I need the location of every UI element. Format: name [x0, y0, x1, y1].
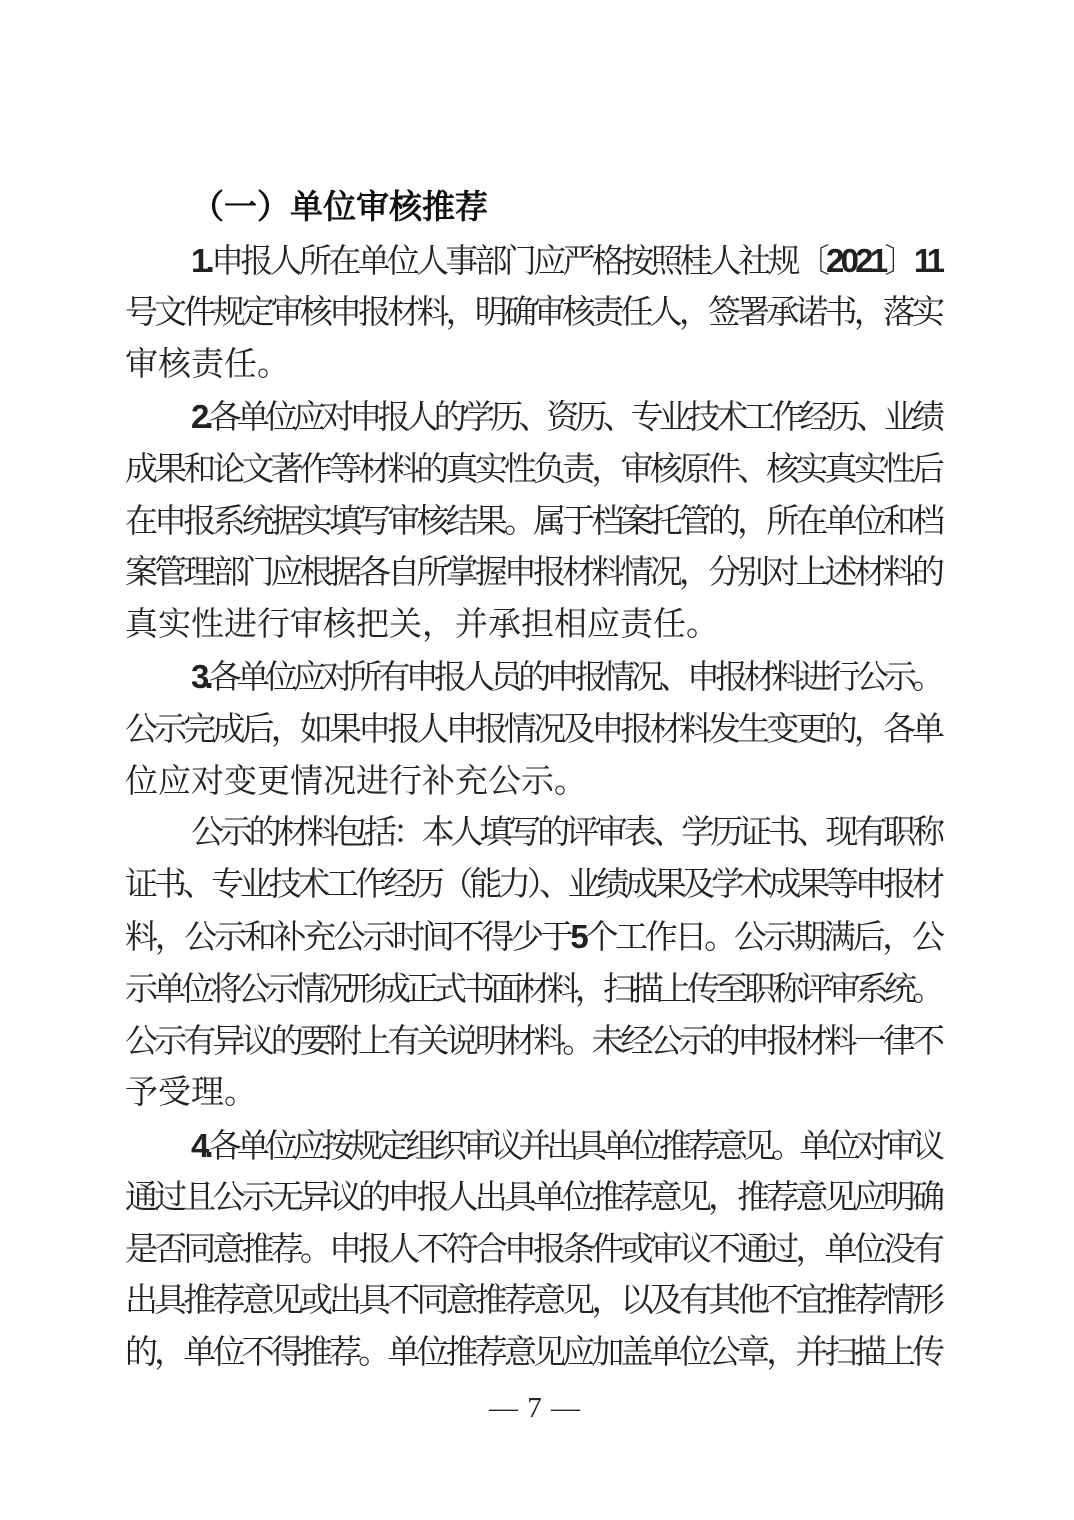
text-line [125, 911, 945, 965]
text-line [125, 445, 945, 497]
section-heading-text: （一）单位审核推荐 [191, 190, 488, 226]
text-line [125, 288, 945, 340]
text-line [125, 1173, 945, 1225]
line-text: 1.申报人所在单位人事部门应严格按照桂人社规〔2021〕11 [191, 241, 942, 280]
text-line [125, 391, 945, 445]
text-line [125, 1225, 945, 1277]
text-line [125, 651, 945, 705]
line-text: 是否同意推荐。申报人不符合申报条件或审议不通过，单位没有 [125, 1231, 942, 1268]
line-text: 的，单位不得推荐。单位推荐意见应加盖单位公章，并扫描上传 [125, 1335, 942, 1372]
line-text: 示单位将公示情况形成正式书面材料，扫描上传至职称评审系统。 [125, 971, 941, 1008]
text-line [125, 1328, 945, 1380]
text-line [125, 705, 945, 757]
text-line [125, 1068, 945, 1120]
text-line [125, 340, 945, 392]
line-text: 料，公示和补充公示时间不得少于5个工作日。公示期满后，公 [125, 918, 942, 957]
document-body [125, 183, 945, 1380]
text-line [125, 235, 945, 289]
text-line [125, 497, 945, 549]
line-text: 公示完成后，如果申报人申报情况及申报材料发生变更的，各单 [125, 711, 942, 748]
text-line [125, 965, 945, 1017]
line-text: 成果和论文著作等材料的真实性负责，审核原件、核实真实性后 [125, 451, 942, 488]
text-line [125, 808, 945, 860]
line-text: 真实性进行审核把关，并承担相应责任。 [125, 606, 719, 643]
section-heading [125, 183, 945, 235]
text-line [125, 1120, 945, 1174]
text-line [125, 548, 945, 600]
line-text: 公示的材料包括：本人填写的评审表、学历证书、现有职称 [191, 815, 941, 852]
line-text: 审核责任。 [125, 346, 290, 383]
text-line [125, 1017, 945, 1069]
text-line [125, 757, 945, 809]
text-line [125, 1276, 945, 1328]
line-text: 位应对变更情况进行补充公示。 [125, 763, 587, 800]
text-line [125, 860, 945, 912]
line-text: 证书、专业技术工作经历（能力）、业绩成果及学术成果等申报材 [125, 866, 941, 903]
line-text: 出具推荐意见或出具不同意推荐意见，以及有其他不宜推荐情形 [125, 1283, 942, 1320]
page-number [125, 1388, 945, 1428]
line-text: 予受理。 [125, 1075, 257, 1112]
line-text: 3.各单位应对所有申报人员的申报情况、申报材料进行公示。 [191, 658, 941, 697]
page-number-text: — 7 — [489, 1392, 581, 1424]
line-text: 在申报系统据实填写审核结果。属于档案托管的，所在单位和档 [125, 503, 942, 540]
line-text: 号文件规定审核申报材料，明确审核责任人，签署承诺书，落实 [125, 295, 942, 332]
line-text: 2.各单位应对申报人的学历、资历、专业技术工作经历、业绩 [191, 398, 941, 437]
text-line [125, 600, 945, 652]
line-text: 4.各单位应按规定组织审议并出具单位推荐意见。单位对审议 [191, 1126, 941, 1165]
line-text: 通过且公示无异议的申报人出具单位推荐意见，推荐意见应明确 [125, 1180, 942, 1217]
line-text: 公示有异议的要附上有关说明材料。未经公示的申报材料一律不 [125, 1023, 942, 1060]
line-text: 案管理部门应根据各自所掌握申报材料情况，分别对上述材料的 [125, 555, 942, 592]
